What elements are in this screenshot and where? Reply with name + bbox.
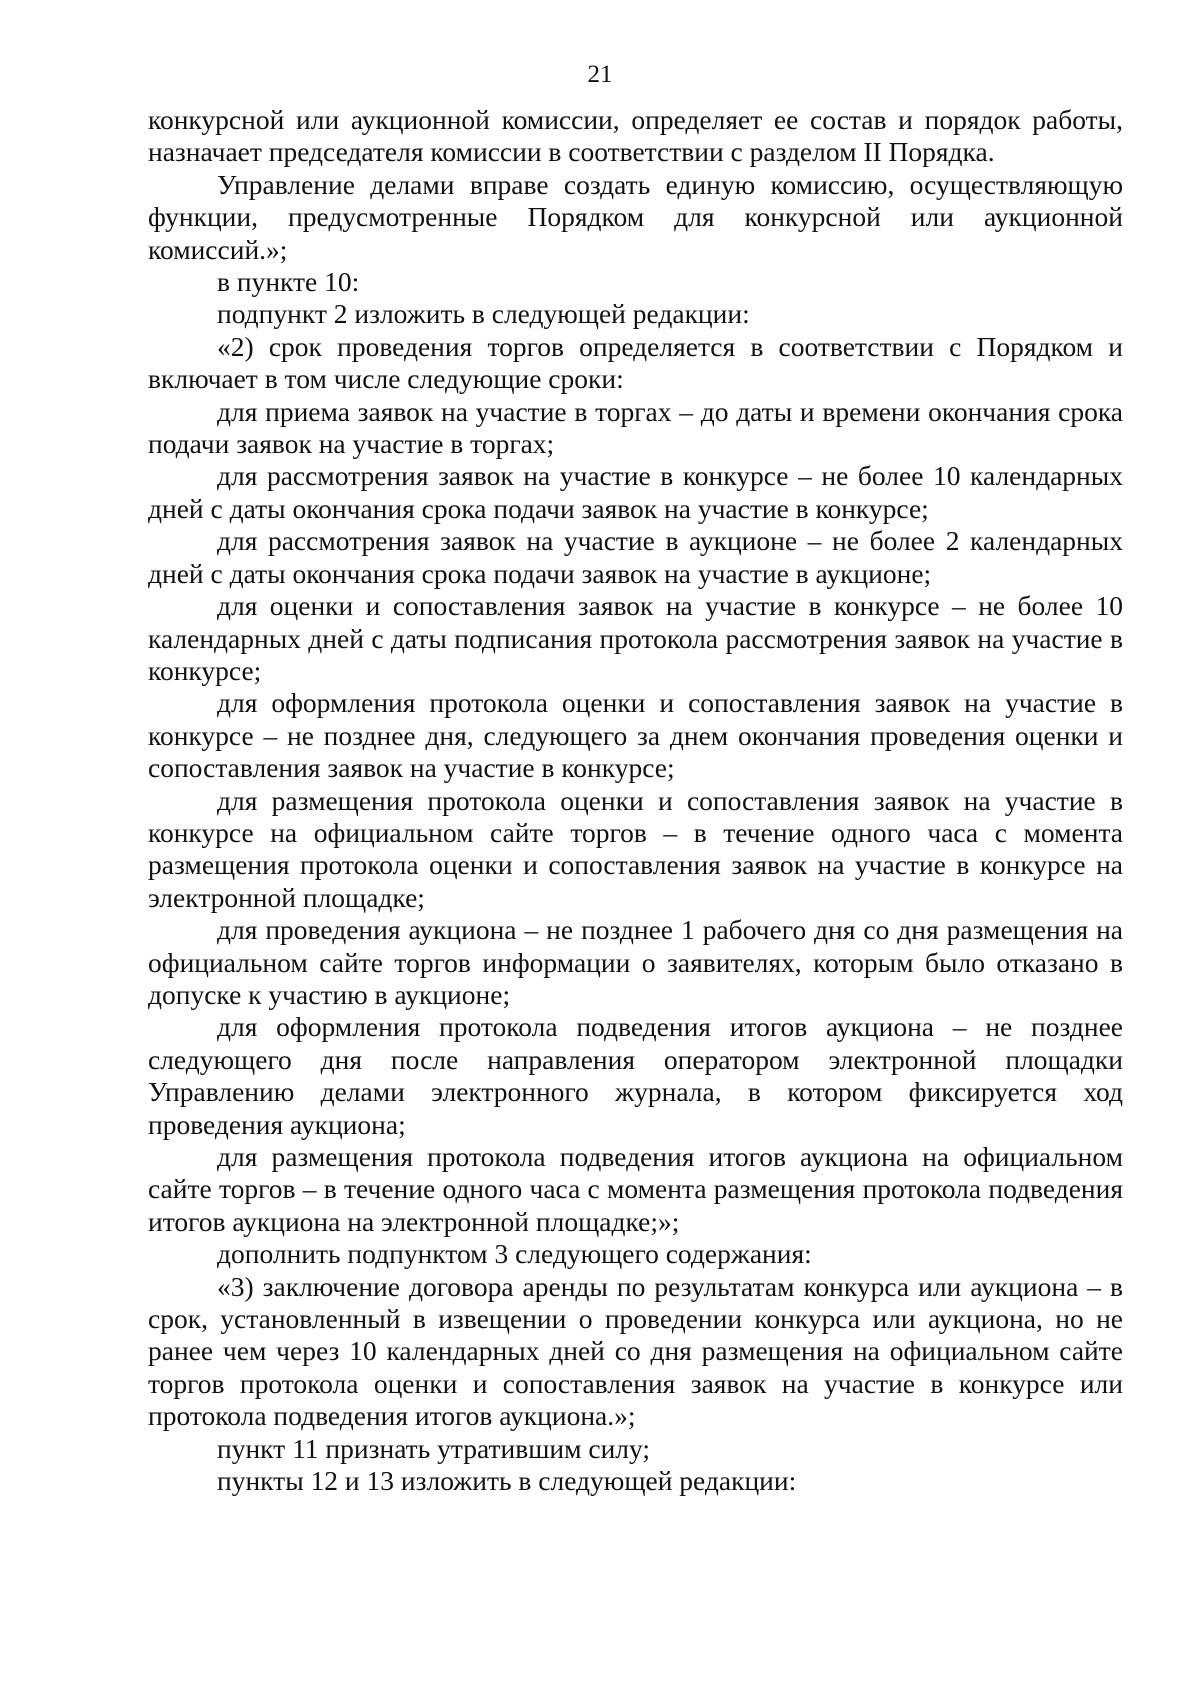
paragraph: для проведения аукциона – не позднее 1 рабочего дня со дня размещения на официальном сайте торгов информации о заявителях, которым было отказано в допуске к участию в аукционе;	[148, 914, 1123, 1010]
paragraph: для оценки и сопоставления заявок на участие в конкурсе – не более 10 календарных дней с даты подписания протокола рассмотрения заявок на участие в конкурсе;	[148, 590, 1123, 686]
paragraph: для оформления протокола подведения итогов аукциона – не позднее следующего дня после направления оператором электронной площадки Управлению делами электронного журнала, в котором фиксируется ход проведения аукциона;	[148, 1011, 1123, 1140]
paragraph: подпункт 2 изложить в следующей редакции:	[217, 298, 750, 330]
paragraph-continuation: конкурсной или аукционной комиссии, определяет ее состав и порядок работы, назначает председателя комиссии в соответствии с разделом II Порядка.	[148, 104, 1123, 168]
paragraph: «2) срок проведения торгов определяется в соответствии с Порядком и включает в том числе следующие сроки:	[148, 330, 1123, 395]
paragraph: для размещения протокола подведения итогов аукциона на официальном сайте торгов – в течение одного часа с момента размещения протокола подведения итогов аукциона на электронной площадке;»;	[148, 1141, 1123, 1237]
document-body	[148, 104, 1123, 1497]
paragraph: для оформления протокола оценки и сопоставления заявок на участие в конкурсе – не позднее дня, следующего за днем окончания проведения оценки и сопоставления заявок на участие в конкурсе;	[148, 687, 1123, 784]
paragraph: «3) заключение договора аренды по результатам конкурса или аукциона – в срок, установленный в извещении о проведении конкурса или аукциона, но не ранее чем через 10 календарных дней со дня размещения на официальном сайте торгов протокола оценки и сопоставления заявок на участие в конкурсе или протокола подведения итогов аукциона.»;	[148, 1270, 1123, 1432]
page-number: 21	[587, 61, 613, 88]
paragraph: пункт 11 признать утратившим силу;	[217, 1432, 651, 1464]
paragraph: для размещения протокола оценки и сопоставления заявок на участие в конкурсе на официальном сайте торгов – в течение одного часа с момента размещения протокола оценки и сопоставления заявок на участие в конкурсе на электронной площадке;	[148, 784, 1123, 913]
paragraph: для рассмотрения заявок на участие в конкурсе – не более 10 календарных дней с даты окончания срока подачи заявок на участие в конкурсе;	[148, 460, 1123, 524]
paragraph: пункты 12 и 13 изложить в следующей редакции:	[217, 1465, 797, 1497]
paragraph: для рассмотрения заявок на участие в аукционе – не более 2 календарных дней с даты окончания срока подачи заявок на участие в аукционе;	[148, 525, 1123, 589]
paragraph: в пункте 10:	[217, 266, 360, 298]
paragraph: для приема заявок на участие в торгах – до даты и времени окончания срока подачи заявок на участие в торгах;	[148, 395, 1123, 460]
paragraph: дополнить подпунктом 3 следующего содержания:	[217, 1238, 812, 1270]
paragraph: Управление делами вправе создать единую комиссию, осуществляющую функции, предусмотренные Порядком для конкурсной или аукционной комиссий.»;	[148, 168, 1123, 265]
